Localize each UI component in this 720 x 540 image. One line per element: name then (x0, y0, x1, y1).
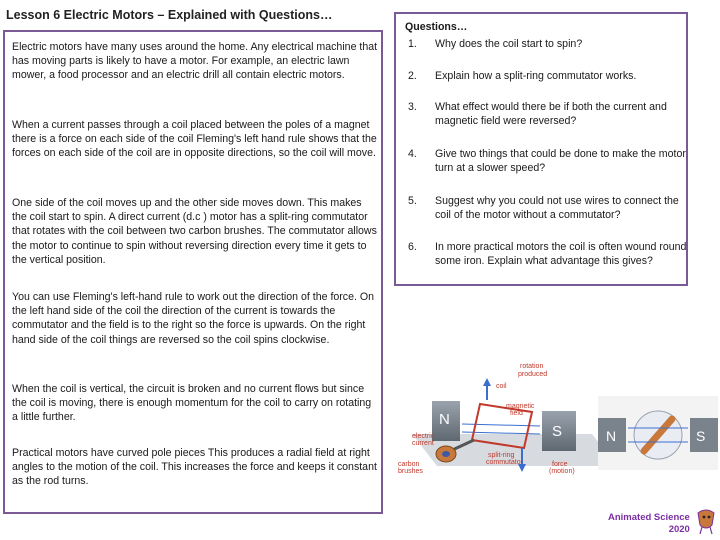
question-number: 2. (408, 70, 417, 82)
label-carbon: carbon (398, 461, 420, 468)
question-text: In more practical motors the coil is often wound round some iron. Explain what advantage this gives? (435, 241, 687, 268)
question-text: Explain how a split-ring commutator works. (435, 70, 637, 82)
question-text: Give two things that could be done to make the motor turn at a slower speed? (435, 148, 686, 175)
question-item (405, 240, 687, 268)
explanation-panel (3, 30, 383, 514)
question-item (405, 100, 687, 128)
brand-text (608, 512, 690, 536)
paragraph-flemings-rule: You can use Fleming's left-hand rule to work out the direction of the force. On the left hand side of the coil the direction of the current is towards the commutator and the field is to the right so the force is upwards. On the right hand side of the coil things are reversed so the coil spins clockwise. (12, 291, 375, 346)
label-commutator: commutator (486, 459, 523, 466)
page-title: Lesson 6 Electric Motors – Explained with Questions… (6, 8, 333, 22)
question-item (405, 194, 687, 222)
label-magnetic: magnetic (506, 403, 535, 410)
question-number: 5. (408, 195, 417, 207)
label-force: force (552, 461, 568, 468)
paragraph-force: When a current passes through a coil placed between the poles of a magnet there is a force on each side of the coil Fleming's left hand rule shows that the forces on each side of the coil are in opposite directions, so the coil will move. (12, 119, 377, 160)
pole-s-label: S (552, 423, 563, 440)
question-item (405, 37, 687, 51)
motor-diagram (392, 356, 720, 486)
paragraph-pole-pieces: Practical motors have curved pole pieces This produces a radial field at right angles to the motion of the coil. This increases the force and keeps it constant as the rod turns. (12, 447, 377, 488)
side-pole-s-label: S (696, 428, 706, 444)
label-brushes: brushes (398, 468, 423, 475)
questions-heading: Questions… (405, 21, 468, 33)
paragraph-momentum: When the coil is vertical, the circuit is broken and no current flows but since the coil is moving, there is enough momentum for the coil to carry on rotating a little further. (12, 383, 372, 424)
question-item (405, 69, 687, 83)
question-number: 6. (408, 241, 417, 253)
paragraph-commutator: One side of the coil moves up and the other side moves down. This makes the coil start to spin. A direct current (d.c ) motor has a split-ring commutator that rotates with the coil between two carbon brushes. The commutator allows the motor to continue to spin without reversing direction every time it gets to the vertical position. (12, 197, 377, 266)
force-arrowhead-up (483, 378, 491, 386)
question-number: 1. (408, 38, 417, 50)
label-produced: produced (518, 371, 548, 378)
question-item (405, 147, 687, 175)
question-number: 3. (408, 101, 417, 113)
label-current: current (412, 440, 434, 447)
commutator-core (442, 451, 450, 457)
brand-year: 2020 (668, 524, 690, 535)
question-text: What effect would there be if both the current and magnetic field were reversed? (435, 101, 667, 128)
label-field: field (510, 410, 523, 417)
label-electric: electric (412, 433, 435, 440)
label-rotation: rotation (520, 363, 544, 370)
label-motion: (motion) (549, 468, 575, 475)
side-pole-n-label: N (606, 428, 617, 444)
brand-name: Animated Science (608, 512, 690, 523)
questions-panel (394, 12, 688, 286)
brand-logo-icon (694, 505, 718, 535)
label-split-ring: split-ring (488, 452, 515, 459)
question-text: Suggest why you could not use wires to connect the coil of the motor without a commutator? (435, 195, 679, 222)
question-number: 4. (408, 148, 417, 160)
pole-n-label: N (439, 411, 450, 428)
label-coil: coil (496, 383, 507, 390)
paragraph-uses: Electric motors have many uses around the home. Any electrical machine that has moving parts is likely to have a motor. For example, an electric lawn mower, a food processor and an electric drill all contain electric motors. (12, 41, 378, 82)
question-text: Why does the coil start to spin? (435, 38, 583, 50)
